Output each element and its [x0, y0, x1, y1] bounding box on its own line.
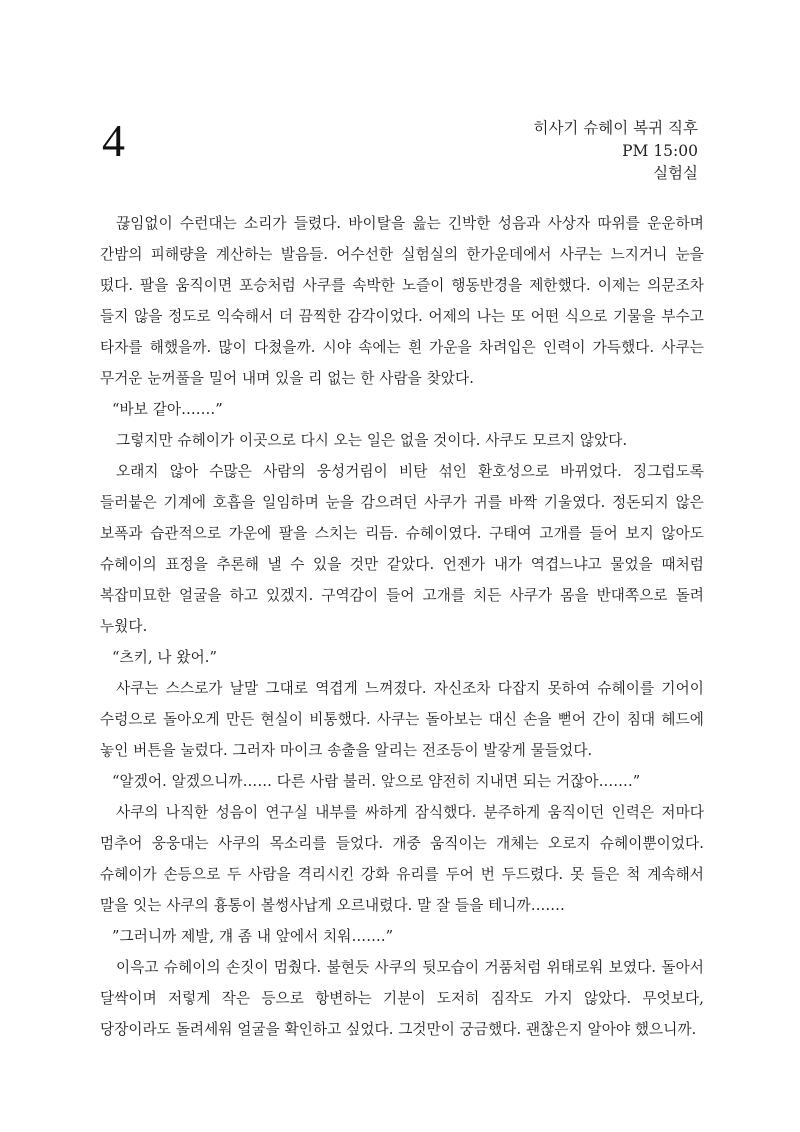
paragraph-dialogue: “알겠어. 알겠으니까…… 다른 사람 불러. 앞으로 얌전히 지내면 되는 거잖아…….”: [112, 773, 641, 790]
paragraph-narration: 사쿠의 나직한 성음이 연구실 내부를 싸하게 잠식했다. 분주하게 움직이던 인력은 저마다 멈추어 웅웅대는 사쿠의 목소리를 들었다. 개중 움직이는 개체는 오로지 슈헤이뿐이었다. 슈헤이가 손등으로 두 사람을 격리시킨 강화 유리를 두어 번 두드렸다. 못 들은 척 계속해서 말을 잇는 사쿠의 흉통이 볼썽사납게 오르내렸다. 말 잘 들을 테니까…….: [100, 804, 704, 914]
chapter-number: 4: [102, 115, 125, 166]
scene-header: [533, 117, 698, 185]
scene-title: 히사기 슈헤이 복귀 직후: [533, 119, 698, 137]
paragraph-narration: 이윽고 슈헤이의 손짓이 멈췄다. 불현듯 사쿠의 뒷모습이 거품처럼 위태로워 보였다. 돌아서 달싹이며 저렇게 작은 등으로 항변하는 기분이 도저히 짐작도 가지 않았다. 무엇보다, 당장이라도 돌려세워 얼굴을 확인하고 싶었다. 그것만이 궁금했다. 괜찮은지 알아야 했으니까.: [100, 959, 704, 1038]
paragraph-narration: 사쿠는 스스로가 날말 그대로 역겹게 느껴졌다. 자신조차 다잡지 못하여 슈헤이를 기어이 수렁으로 돌아오게 만든 현실이 비통했다. 사쿠는 돌아보는 대신 손을 뻗어 간이 침대 헤드에 놓인 버튼을 눌렀다. 그러자 마이크 송출을 알리는 전조등이 발갛게 물들었다.: [100, 680, 704, 759]
paragraph-narration: 끊임없이 수런대는 소리가 들렸다. 바이탈을 읊는 긴박한 성음과 사상자 따위를 운운하며 간밤의 피해량을 계산하는 발음들. 어수선한 실험실의 한가운데에서 사쿠는 느지거니 눈을 떴다. 팔을 움직이면 포승처럼 사쿠를 속박한 노즐이 행동반경을 제한했다. 이제는 의문조차 들지 않을 정도로 익숙해서 더 끔찍한 감각이었다. 어제의 나는 또 어떤 식으로 기물을 부수고 타자를 해했을까. 많이 다쳤을까. 시야 속에는 흰 가운을 차려입은 인력이 가득했다. 사쿠는 무거운 눈꺼풀을 밀어 내며 있을 리 없는 한 사람을 찾았다.: [100, 215, 704, 387]
paragraph-narration: 그렇지만 슈헤이가 이곳으로 다시 오는 일은 없을 것이다. 사쿠도 모르지 않았다.: [116, 432, 628, 449]
paragraph-dialogue: “바보 같아…….”: [112, 401, 223, 418]
paragraph-dialogue: ”그러니까 제발, 걔 좀 내 앞에서 치워…….”: [112, 928, 394, 945]
paragraph-narration: 오래지 않아 수많은 사람의 웅성거림이 비탄 섞인 환호성으로 바뀌었다. 징그럽도록 들러붙은 기계에 호흡을 일임하며 눈을 감으려던 사쿠가 귀를 바짝 기울였다. 정돈되지 않은 보폭과 습관적으로 가운에 팔을 스치는 리듬. 슈헤이였다. 구태여 고개를 들어 보지 않아도 슈헤이의 표정을 추론해 낼 수 있을 것만 같았다. 언젠가 내가 역겹느냐고 물었을 때처럼 복잡미묘한 얼굴을 하고 있겠지. 구역감이 들어 고개를 치든 사쿠가 몸을 반대쪽으로 돌려 누웠다.: [100, 463, 704, 635]
story-body: [100, 208, 704, 1045]
scene-place: 실험실: [653, 164, 698, 182]
paragraph-dialogue: “츠키, 나 왔어.”: [112, 649, 218, 666]
scene-time: PM 15:00: [622, 141, 698, 160]
